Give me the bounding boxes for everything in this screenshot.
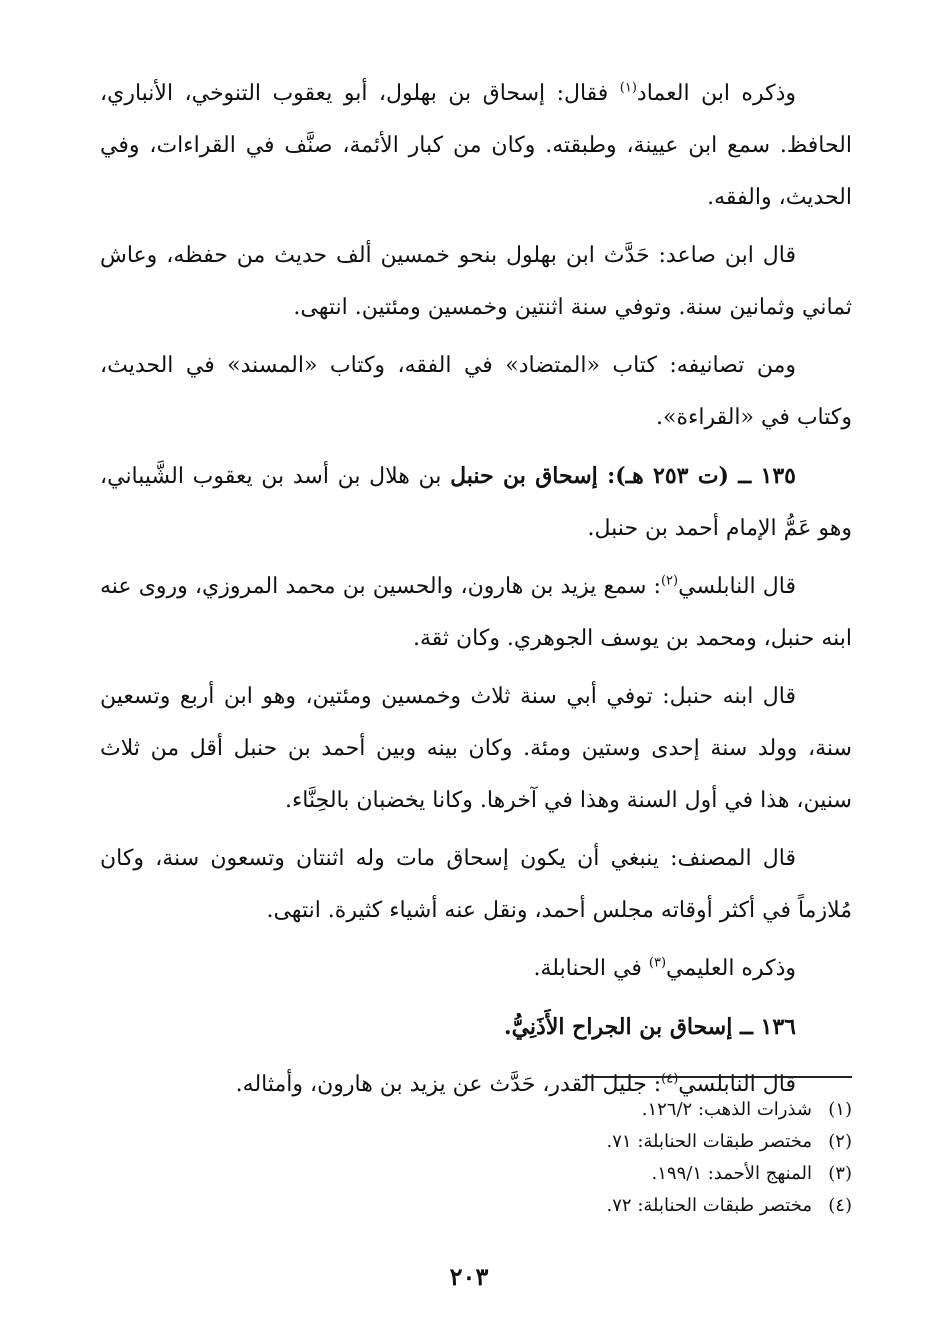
paragraph-works: ومن تصانيفه: كتاب «المتضاد» في الفقه، وكتاب «المسند» في الحديث، وكتاب في «القراءة».	[100, 353, 852, 430]
paragraph-ulaymi	[100, 943, 852, 995]
paragraph-author: قال المصنف: ينبغي أن يكون إسحاق مات وله اثنتان وتسعون سنة، وكان مُلازماً في أكثر أوقاته مجلس أحمد، ونقل عنه أشياء كثيرة. انتهى.	[100, 846, 852, 923]
footnote-item	[352, 1158, 852, 1190]
paragraph-text: وذكره ابن العماد	[636, 81, 796, 106]
entry-heading: ١٣٥ ــ (ت ٢٥٣ هـ): إسحاق بن حنبل	[450, 463, 796, 489]
footnote-text: شذرات الذهب: ١٢٦/٢.	[641, 1099, 812, 1120]
footnote-number: (٢)	[828, 1131, 852, 1152]
footnote-ref: (٤)	[661, 1071, 679, 1087]
paragraph-text: : سمع يزيد بن هارون، والحسين بن محمد المروزي، وروى عنه ابنه حنبل، ومحمد بن يوسف الجوهري. وكان ثقة.	[100, 574, 852, 651]
paragraph-text: وذكره العليمي	[666, 956, 796, 981]
footnote-item	[352, 1126, 852, 1158]
paragraph-ibn-saed: قال ابن صاعد: حَدَّث ابن بهلول بنحو خمسين ألف حديث من حفظه، وعاش ثماني وثمانين سنة. وتوفي سنة اثنتين وخمسين ومئتين. انتهى.	[100, 243, 852, 320]
footnote-ref: (٣)	[648, 955, 667, 971]
page-body	[100, 68, 852, 1117]
paragraph-text: في الحنابلة.	[533, 956, 649, 981]
footnote-ref: (٢)	[660, 573, 679, 589]
footnote-number: (٤)	[828, 1195, 852, 1216]
paragraph-text: فقال: إسحاق بن بهلول، أبو يعقوب التنوخي، الأنباري، الحافظ. سمع ابن عيينة، وطبقته. وكان من كبار الأئمة، صنَّف في القراءات، وفي الحديث، والفقه.	[100, 81, 852, 210]
paragraph-text: قال النابلسي	[678, 574, 796, 599]
paragraph-nabulsi-1	[100, 561, 852, 665]
footnotes	[352, 1094, 852, 1222]
paragraph-ibn-al-imad	[100, 68, 852, 224]
footnote-ref: (١)	[619, 80, 637, 96]
footnote-text: المنهج الأحمد: ١٩٩/١.	[651, 1163, 812, 1184]
footnote-item	[352, 1094, 852, 1126]
paragraph-hanbal-son: قال ابنه حنبل: توفي أبي سنة ثلاث وخمسين ومئتين، وهو ابن أربع وتسعين سنة، وولد سنة إحدى وستين ومئة. وكان بينه وبين أحمد بن حنبل أقل من ثلاث سنين، هذا في أول السنة وهذا في آخرها. وكانا يخضبان بالحِنَّاء.	[100, 684, 852, 813]
footnote-divider	[582, 1076, 852, 1078]
footnote-text: مختصر طبقات الحنابلة: ٧٢.	[606, 1195, 812, 1216]
footnote-item	[352, 1190, 852, 1222]
page-number: ٢٠٣	[449, 1262, 489, 1291]
footnote-number: (١)	[828, 1099, 852, 1120]
footnote-text: مختصر طبقات الحنابلة: ٧١.	[606, 1131, 812, 1152]
footnote-number: (٣)	[828, 1163, 852, 1184]
entry-136: ١٣٦ ــ إسحاق بن الجراح الأَذَنِيُّ.	[503, 1014, 796, 1040]
paragraph-text: : جليل القدر، حَدَّث عن يزيد بن هارون، وأمثاله.	[235, 1072, 662, 1097]
entry-135	[100, 450, 852, 555]
paragraph-text: قال النابلسي	[678, 1072, 796, 1097]
entry-text: بن هلال بن أسد بن يعقوب الشَّيباني، وهو عَمُّ الإمام أحمد بن حنبل.	[100, 464, 852, 541]
